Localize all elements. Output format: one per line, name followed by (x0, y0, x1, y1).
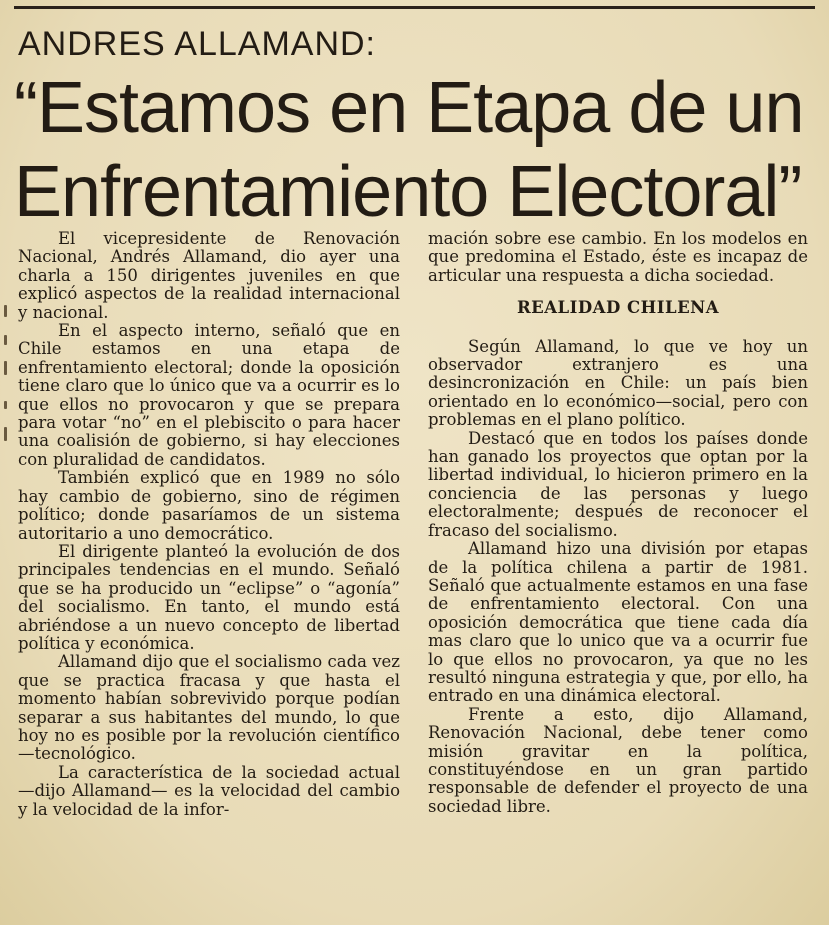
paragraph-continuation: mación sobre ese cambio. En los modelos en que predomina el Estado, éste es incapaz de articular una respuesta a dicha sociedad. (428, 229, 808, 285)
headline (14, 66, 819, 234)
paragraph: En el aspecto interno, señaló que en Chile estamos en una etapa de enfrentamiento electoral; donde la oposición tiene claro que lo único que va a ocurrir es lo que ellos no provocaron y que se prepara para votar “no” en el plebiscito o para hacer una coalisión de gobierno, si hay elecciones con pluralidad de candidatos. (18, 321, 400, 469)
headline-line-2: Enfrentamiento Electoral” (14, 152, 802, 232)
paragraph: La característica de la sociedad actual —dijo Allamand— es la velocidad del cambio y la velocidad de la infor- (18, 762, 400, 819)
paragraph: El vicepresidente de Renovación Nacional, Andrés Allamand, dio ayer una charla a 150 dirigentes juveniles en que explicó aspectos de la realidad internacional y nacional. (18, 229, 400, 322)
right-column (428, 230, 808, 816)
paragraph: El dirigente planteó la evolución de dos principales tendencias en el mundo. Señaló que se ha producido un “eclipse” o “agonía” del socialismo. En tanto, el mundo está abriéndose a un nuevo concepto de libertad política y económica. (18, 541, 400, 653)
left-column (18, 230, 400, 819)
section-subhead: REALIDAD CHILENA (516, 298, 720, 318)
paragraph: Allamand hizo una división por etapas de la política chilena a partir de 1981. Señaló que actualmente estamos en una fase de enfrentamiento electoral. Con una oposición democrática que tiene cada día mas claro que lo unico que va a ocurrir fue lo que ellos no provocaron, ya que no les resultó ninguna estrategia y que, por ello, ha entrado en una dinámica electoral. (428, 539, 808, 706)
headline-line-1: “Estamos en Etapa de un (14, 68, 804, 148)
paragraph: Destacó que en todos los países donde han ganado los proyectos que optan por la libertad individual, lo hicieron primero en la conciencia de las personas y luego electoralmente; después de reconocer el fracaso del socialismo. (428, 428, 808, 540)
paragraph: También explicó que en 1989 no sólo hay cambio de gobierno, sino de régimen político; donde pasaríamos de un sistema autoritario a uno democrático. (18, 468, 400, 543)
paragraph: Allamand dijo que el socialismo cada vez que se practica fracasa y que hasta el momento habían sobrevivido porque podían separar a sus habitantes del mundo, lo que hoy no es posible por la revolución científico—tecnológico. (18, 652, 400, 764)
kicker: ANDRES ALLAMAND: (18, 25, 376, 63)
margin-marks (4, 305, 10, 445)
top-rule (14, 6, 815, 9)
paragraph: Frente a esto, dijo Allamand, Renovación Nacional, debe tener como misión gravitar en la política, constituyéndose en un gran partido responsable de defender el proyecto de una sociedad libre. (428, 704, 808, 816)
paragraph: Según Allamand, lo que ve hoy un observador extranjero es una desincronización en Chile: un país bien orientado en lo económico—social, pero con problemas en el plano político. (428, 336, 808, 430)
